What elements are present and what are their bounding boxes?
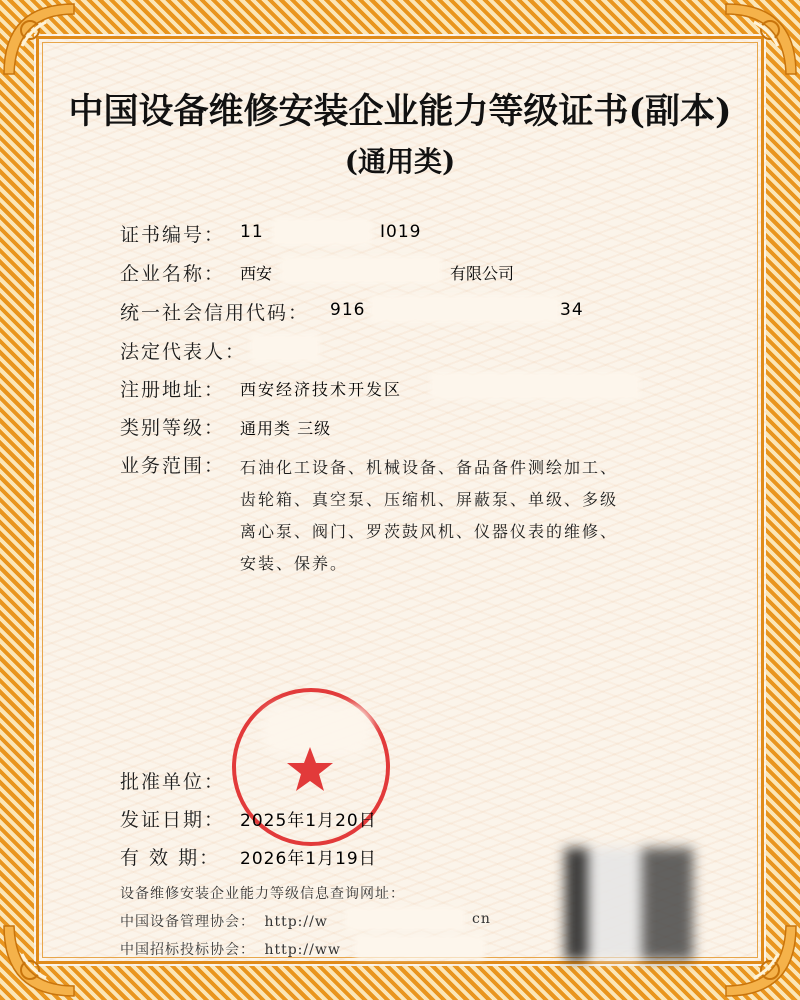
credit-code-prefix: 916 (330, 300, 366, 320)
address-value: 西安经济技术开发区 (240, 380, 403, 399)
legal-rep-label: 法定代表人： (120, 341, 247, 363)
category-value: 通用类 三级 (240, 419, 332, 438)
scope-value: 石油化工设备、机械设备、备品备件测绘加工、 齿轮箱、真空泵、压缩机、屏蔽泵、单级、多级 离心泵、阀门、罗茨鼓风机、仪器仪表的维修、 安装、保养。 (240, 458, 619, 573)
site1-name: 中国设备管理协会： (120, 914, 255, 930)
approver-label: 批准单位： (120, 771, 226, 793)
site1-url-suffix[interactable]: cn (472, 911, 491, 927)
redaction-mask (345, 907, 465, 931)
legal-rep-row (120, 337, 246, 364)
credit-code-row (120, 298, 309, 325)
address-label: 注册地址： (120, 379, 226, 401)
company-row (120, 259, 225, 286)
corner-ornament-icon (722, 0, 800, 78)
company-label: 企业名称： (120, 263, 226, 285)
certificate-subtitle: (通用类) (344, 145, 456, 178)
query-label: 设备维修安装企业能力等级信息查询网址： (120, 886, 405, 902)
corner-ornament-icon (722, 922, 800, 1000)
qr-code-blurred (565, 848, 693, 960)
corner-ornament-icon (0, 922, 78, 1000)
redaction-mask (280, 256, 442, 284)
redaction-mask (250, 334, 320, 362)
valid-row (120, 843, 220, 870)
scope-row (120, 451, 225, 478)
seal-star-icon (285, 745, 335, 795)
company-suffix: 有限公司 (450, 264, 515, 283)
cert-no-prefix: 11 (240, 222, 264, 242)
redaction-mask (430, 372, 640, 400)
issue-date-value: 2025年1月20日 (240, 811, 377, 831)
site1-row (120, 911, 328, 931)
company-prefix: 西安 (240, 264, 273, 283)
redaction-mask (272, 218, 372, 246)
address-row (120, 375, 225, 402)
valid-value: 2026年1月19日 (240, 849, 377, 869)
scope-label: 业务范围： (120, 455, 226, 477)
category-row (120, 413, 225, 440)
redaction-mask (370, 295, 560, 323)
cert-no-suffix: I019 (380, 222, 422, 242)
issue-date-row (120, 805, 225, 832)
site2-row (120, 939, 341, 959)
site2-url-prefix[interactable]: http://ww (264, 942, 341, 958)
site1-url-prefix[interactable]: http://w (264, 914, 328, 930)
issue-date-label: 发证日期： (120, 809, 226, 831)
credit-code-label: 统一社会信用代码： (120, 302, 310, 324)
category-label: 类别等级： (120, 417, 226, 439)
approver-row (120, 767, 225, 794)
valid-label: 有 效 期： (120, 847, 221, 869)
cert-no-row (120, 220, 225, 247)
site2-name: 中国招标投标协会： (120, 942, 255, 958)
credit-code-suffix: 34 (560, 300, 584, 320)
certificate-title: 中国设备维修安装企业能力等级证书(副本) (68, 91, 732, 132)
cert-no-label: 证书编号： (120, 224, 226, 246)
corner-ornament-icon (0, 0, 78, 78)
redaction-mask (355, 935, 485, 959)
